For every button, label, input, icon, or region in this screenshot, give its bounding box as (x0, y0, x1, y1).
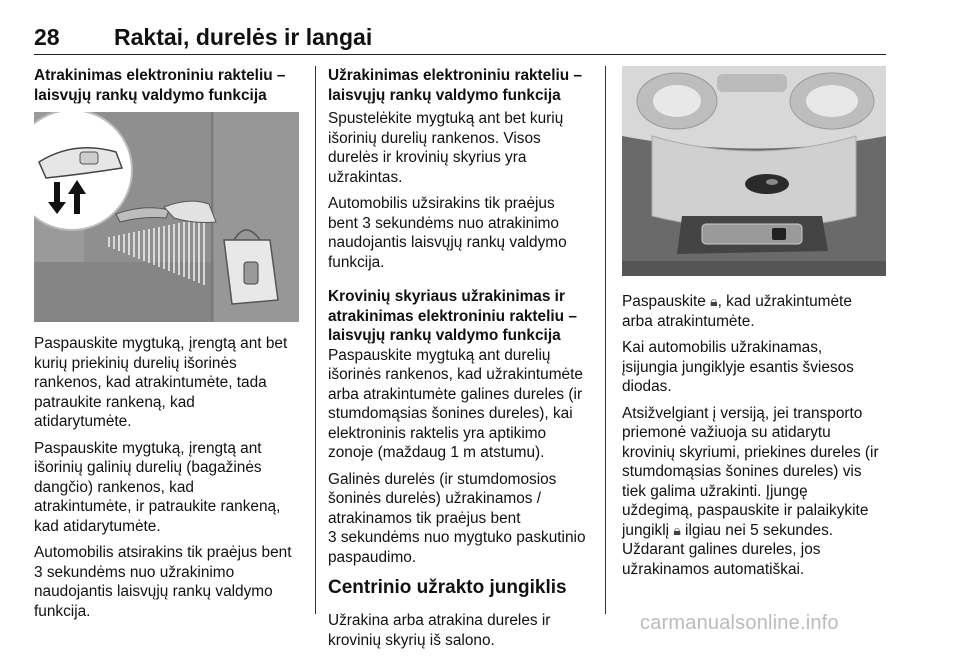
section-heading-cargo-lock: Krovinių skyriaus užrakinimas ir atrakinimas elektroniniu rakteliu – laisvųjų rankų valdymo funkcija (328, 288, 577, 344)
text-run: ilgiau nei 5 sekundes. Uždarant galines dureles, jos užrakinamos automatiškai. (622, 521, 834, 578)
text-run: Paspauskite (622, 293, 711, 310)
page-title: Raktai, durelės ir langai (114, 24, 373, 50)
column-1-heading-block (34, 66, 306, 105)
paragraph: Automobilis užsirakins tik praėjus bent 3 sekundėms nuo atrakinimo naudojantis laisvųjų rankų valdymo funkcija. (328, 195, 567, 271)
door-handle-illustration (34, 112, 299, 322)
section-heading-unlock-handsfree: Atrakinimas elektroniniu rakteliu – laisvųjų rankų valdymo funkcija (34, 67, 286, 104)
section-title-central-lock-switch: Centrinio užrakto jungiklis (328, 577, 567, 598)
paragraph: Paspauskite mygtuką, įrengtą ant bet kurių priekinių durelių išorinės rankenos, kad atrakintumėte, tada patraukite rankeną, kad atidarytumėte. (34, 335, 288, 430)
paragraph: Paspauskite mygtuką ant durelių išorinės rankenos, kad užrakintumėte arba atrakintumėte galines dureles (ir stumdomąsias šonines dureles), kai elektroninis raktelis yra aptikimo zonoje (maždaug 1 m atstumu). (328, 346, 583, 461)
paragraph: Užrakina arba atrakina dureles ir krovinių skyrių iš salono. (328, 612, 551, 649)
watermark: carmanualsonline.info (640, 612, 839, 634)
column-1-body (34, 334, 306, 628)
lock-switch-icon: 🔒︎ (673, 521, 681, 538)
paragraph: Automobilis atsirakins tik praėjus bent 3 sekundėms nuo užrakinimo naudojantis laisvųjų rankų valdymo funkcija. (34, 544, 292, 620)
text-run: , kad užrakintumėte arba atrakintumėte. (622, 293, 852, 330)
page-header (34, 24, 886, 55)
column-2-body (328, 66, 598, 657)
paragraph: Spustelėkite mygtuką ant bet kurių išorinių durelių rankenos. Visos durelės ir krovinių skyrius yra užrakintas. (328, 110, 564, 186)
paragraph (622, 404, 892, 580)
central-lock-switch-photo (622, 66, 886, 276)
column-divider (315, 66, 316, 614)
text-run: Atsižvelgiant į versiją, jei transporto priemonė važiuoja su atidarytu krovinių skyriumi, priekines dureles (ir stumdomąsias šonines dureles) vis tiek galima užrakinti. Įjungę uždegimą, paspauskite ir palaikykite jungiklį (622, 404, 879, 539)
column-divider (605, 66, 606, 614)
lock-switch-icon: 🔒︎ (710, 293, 718, 309)
paragraph: Galinės durelės (ir stumdomosios šoninės durelės) užrakinamos / atrakinamos tik praėjus bent 3 sekundėms nuo mygtuko paskutinio paspaudimo. (328, 470, 586, 566)
column-3-body (622, 292, 892, 586)
section-heading-lock-handsfree: Užrakinimas elektroniniu rakteliu – laisvųjų rankų valdymo funkcija (328, 67, 583, 104)
paragraph (622, 292, 892, 331)
page-number: 28 (34, 24, 60, 50)
paragraph: Kai automobilis užrakinamas, įsijungia jungiklyje esantis šviesos diodas. (622, 339, 854, 395)
paragraph: Paspauskite mygtuką, įrengtą ant išorinių galinių durelių (bagažinės dangčio) rankenos, kad atrakintumėte, ir patraukite rankeną, kad atidarytumėte. (34, 439, 281, 535)
